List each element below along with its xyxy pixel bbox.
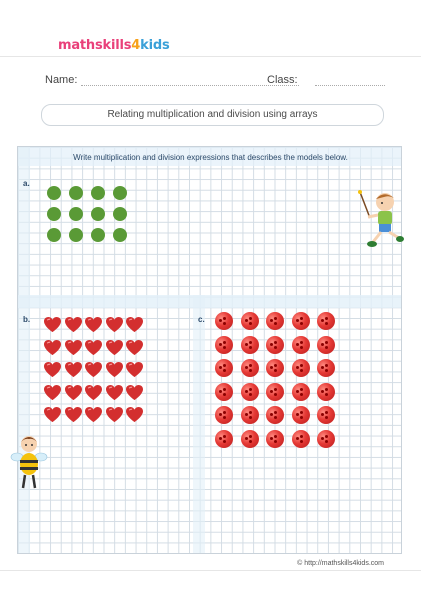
bottom-divider xyxy=(0,570,421,571)
bowling-ball-icon xyxy=(292,312,310,330)
question-b-label: b. xyxy=(23,315,31,324)
bowling-ball-icon xyxy=(292,336,310,354)
bowling-ball-icon xyxy=(266,383,284,401)
class-label: Class: xyxy=(267,74,298,86)
boy-with-wand-icon xyxy=(355,188,405,250)
name-label: Name: xyxy=(45,74,78,86)
band-divider xyxy=(193,295,205,553)
heart-icon xyxy=(105,361,124,378)
instructions: Write multiplication and division expressions that describes the models below. xyxy=(73,153,348,162)
green-dot-icon xyxy=(91,186,105,200)
bowling-ball-icon xyxy=(241,430,259,448)
bowling-ball-icon xyxy=(266,336,284,354)
green-dot-icon xyxy=(47,186,61,200)
bowling-ball-icon xyxy=(241,312,259,330)
green-dot-icon xyxy=(91,228,105,242)
bowling-ball-icon xyxy=(241,359,259,377)
bowling-ball-icon xyxy=(317,406,335,424)
green-dot-icon xyxy=(69,228,83,242)
heart-icon xyxy=(84,339,103,356)
heart-icon xyxy=(43,384,62,401)
heart-icon xyxy=(64,406,83,423)
heart-icon xyxy=(105,339,124,356)
bowling-ball-icon xyxy=(215,430,233,448)
heart-icon xyxy=(43,361,62,378)
heart-icon xyxy=(125,384,144,401)
heart-icon xyxy=(84,384,103,401)
heart-icon xyxy=(43,406,62,423)
heart-icon xyxy=(125,316,144,333)
green-dot-icon xyxy=(113,207,127,221)
copyright-footer: © http://mathskills4kids.com xyxy=(297,560,384,567)
worksheet-title: Relating multiplication and division using arrays xyxy=(41,104,384,126)
green-dot-icon xyxy=(69,207,83,221)
green-dot-icon xyxy=(47,228,61,242)
bowling-ball-icon xyxy=(317,359,335,377)
question-c-label: c. xyxy=(198,315,205,324)
logo xyxy=(58,38,170,53)
bowling-ball-icon xyxy=(215,336,233,354)
bowling-ball-icon xyxy=(317,312,335,330)
logo-part-2: 4 xyxy=(131,38,141,53)
green-dot-icon xyxy=(69,186,83,200)
bowling-ball-icon xyxy=(292,406,310,424)
bowling-ball-icon xyxy=(317,336,335,354)
bowling-ball-icon xyxy=(215,383,233,401)
heart-icon xyxy=(105,406,124,423)
bowling-ball-icon xyxy=(266,359,284,377)
heart-icon xyxy=(64,316,83,333)
bowling-ball-icon xyxy=(241,406,259,424)
name-class-row xyxy=(45,74,385,90)
green-dot-icon xyxy=(91,207,105,221)
heart-icon xyxy=(64,384,83,401)
logo-part-3: kids xyxy=(140,38,170,53)
bowling-ball-icon xyxy=(215,359,233,377)
logo-part-1: mathskills xyxy=(58,38,132,53)
heart-icon xyxy=(84,361,103,378)
question-a-label: a. xyxy=(23,179,30,188)
bowling-ball-icon xyxy=(241,383,259,401)
class-field[interactable] xyxy=(315,85,385,86)
heart-icon xyxy=(125,339,144,356)
band-left xyxy=(18,147,30,553)
heart-icon xyxy=(84,406,103,423)
green-dot-icon xyxy=(113,186,127,200)
bee-girl-icon xyxy=(10,432,48,492)
bowling-ball-icon xyxy=(292,383,310,401)
heart-icon xyxy=(125,361,144,378)
bowling-ball-icon xyxy=(317,430,335,448)
bowling-ball-icon xyxy=(292,430,310,448)
heart-icon xyxy=(125,406,144,423)
band-middle xyxy=(18,295,401,308)
heart-icon xyxy=(64,339,83,356)
bowling-ball-icon xyxy=(241,336,259,354)
heart-icon xyxy=(64,361,83,378)
heart-icon xyxy=(105,316,124,333)
bowling-ball-icon xyxy=(215,312,233,330)
heart-icon xyxy=(43,339,62,356)
bowling-ball-icon xyxy=(292,359,310,377)
top-divider xyxy=(0,56,421,57)
green-dot-icon xyxy=(47,207,61,221)
bowling-ball-icon xyxy=(317,383,335,401)
heart-icon xyxy=(43,316,62,333)
heart-icon xyxy=(84,316,103,333)
bowling-ball-icon xyxy=(215,406,233,424)
heart-icon xyxy=(105,384,124,401)
bowling-ball-icon xyxy=(266,406,284,424)
bowling-ball-icon xyxy=(266,430,284,448)
green-dot-icon xyxy=(113,228,127,242)
bowling-ball-icon xyxy=(266,312,284,330)
